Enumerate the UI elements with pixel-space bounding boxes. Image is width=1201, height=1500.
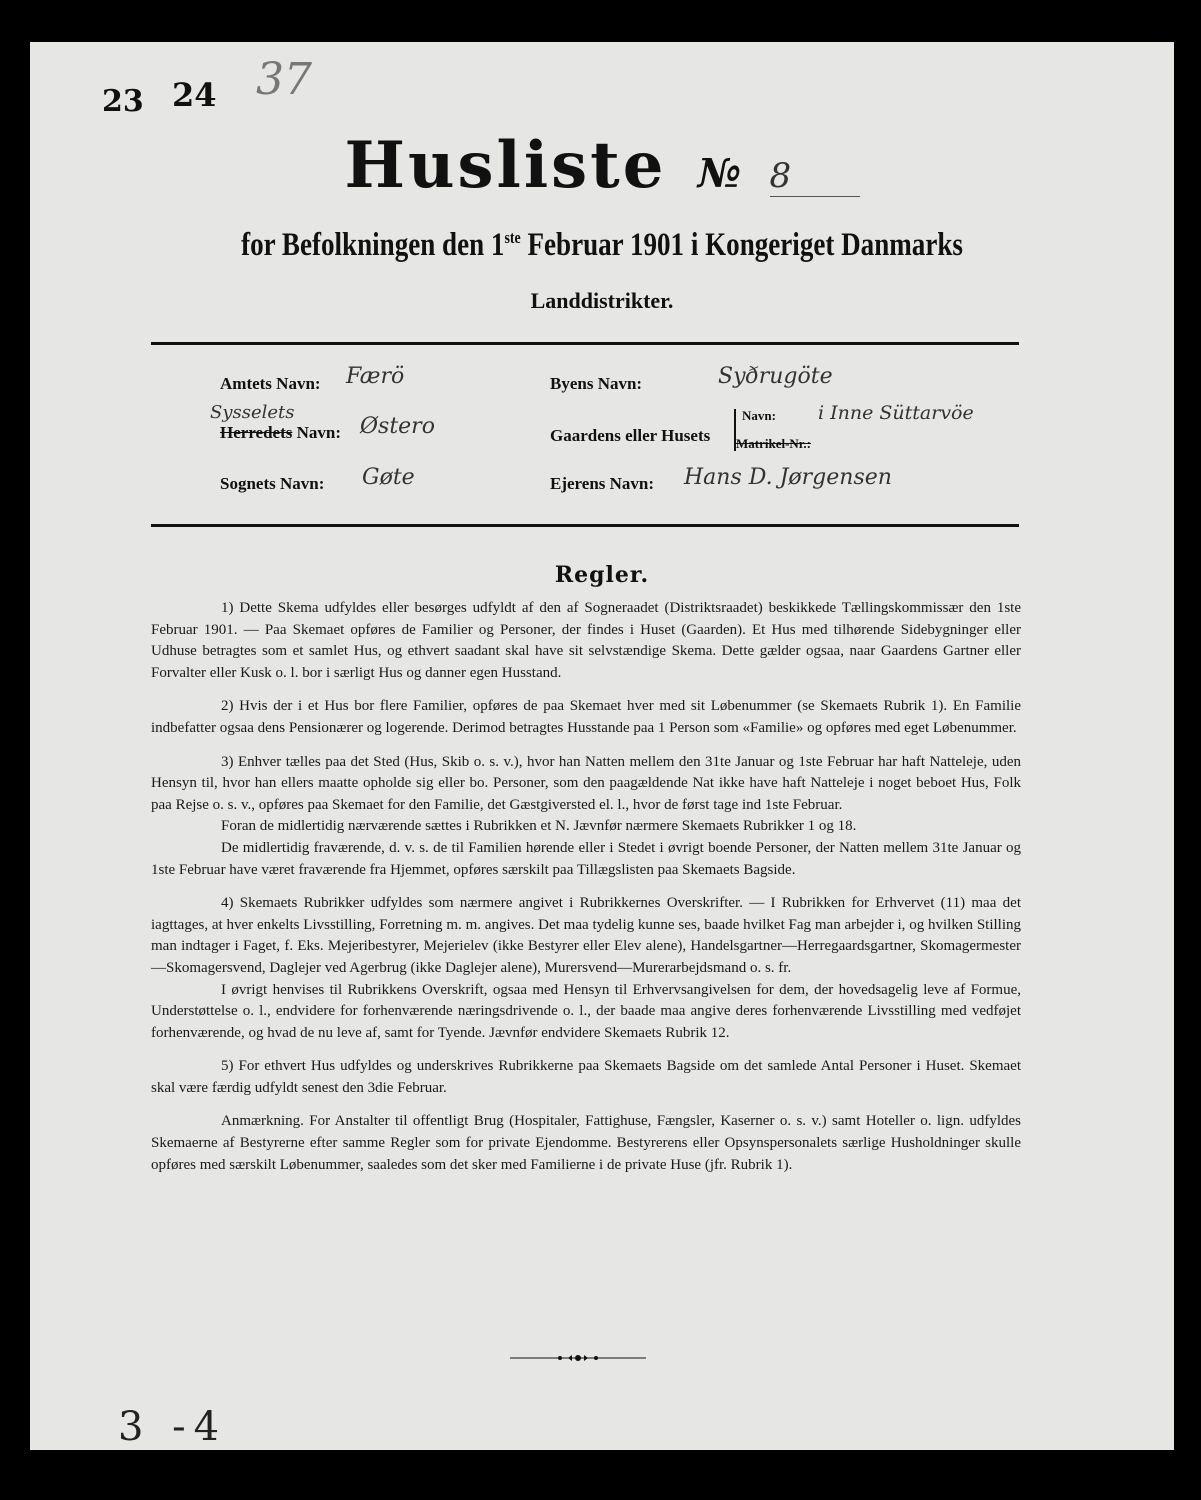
herred-label-struck: Herredets bbox=[220, 423, 293, 442]
ejer-value: Hans D. Jørgensen bbox=[684, 465, 892, 490]
stamp-number-23: 23 bbox=[102, 84, 144, 119]
rule-4-note: I øvrigt henvises til Rubrikkens Overskrift, ogsaa med Hensyn til Erhvervsangivelsen for dem, der hovedsagelig leve af Formue, Understøttelse o. l., endvidere for forhenværende næringsdrivende o. l., der baade maa angive deres forhenværende Livsstilling med vedføjet forhenværende, og hvad de nu leve af, samt for Tyende. Jævnfør endvidere Skemaets Rubrik 12. bbox=[151, 981, 1021, 1041]
bottom-handwritten-note: 3 -4 bbox=[118, 1404, 228, 1450]
sogn-value: Gøte bbox=[362, 465, 415, 490]
number-symbol: № bbox=[697, 150, 745, 197]
amt-label: Amtets Navn: bbox=[220, 374, 321, 393]
bottom-rule bbox=[151, 524, 1019, 527]
stamp-number-24: 24 bbox=[172, 76, 217, 114]
page-title bbox=[30, 128, 1174, 203]
by-label: Byens Navn: bbox=[550, 374, 643, 393]
subtitle-text: for Befolkningen den 1 bbox=[241, 227, 505, 263]
herred-value: Østero bbox=[360, 414, 435, 439]
rules-heading: Regler. bbox=[554, 562, 650, 588]
gaard-label: Gaardens eller Husets bbox=[550, 426, 711, 445]
census-form-page bbox=[30, 42, 1174, 1450]
rule-3-note-a: Foran de midlertidig nærværende sættes i Rubrikken et N. Jævnfør nærmere Skemaets Rubrikker 1 og 18. bbox=[221, 818, 857, 835]
handwritten-number-37: 37 bbox=[256, 54, 312, 105]
rules-text bbox=[151, 598, 1021, 1176]
rule-1: 1) Dette Skema udfyldes eller besørges udfyldt af den af Sogneraadet (Distriktsraadet) beskikkede Tællingskommissær den 1ste Februar 1901. — Paa Skemaet opføres de Familier og Personer, der findes i Huset (Gaarden). Et Hus med tilhørende Sidebygninger eller Udhuse betragtes som et samlet Hus, og ethvert saadant skal have sit selvstændige Skema. Dette gælder ogsaa, naar Gaardens Gartner eller Forvalter eller Kusk o. l. bor i særligt Hus og danner egen Husstand. bbox=[151, 600, 1021, 681]
amt-value: Færö bbox=[346, 364, 405, 389]
ejer-label: Ejerens Navn: bbox=[550, 474, 655, 493]
rule-3-note-b: De midlertidig fraværende, d. v. s. de til Familien hørende eller i Stedet i øvrigt boende Personer, der Natten mellem 31te Januar og 1ste Februar have været fraværende fra Hjemmet, opføres særskilt paa Tillægslisten paa Skemaets Bagside. bbox=[151, 839, 1021, 878]
subtitle bbox=[133, 227, 1071, 264]
herred-above-value: Sysselets bbox=[210, 402, 295, 423]
sogn-label: Sognets Navn: bbox=[220, 474, 325, 493]
herred-label bbox=[220, 423, 341, 443]
rule-4: 4) Skemaets Rubrikker udfyldes som nærmere angivet i Rubrikkernes Overskrifter. — I Rubrikken for Erhvervet (11) maa det iagttages, at hver enkelts Livsstilling, Forretning m. m. angives. Det maa tydelig kunne ses, baade hvilket Fag man arbejder i, og hvilken Stilling man indtager i Faget, f. Eks. Mejeribestyrer, Mejerielev (ikke Bestyrer eller Elev alene), Handelsgartner—Herregaardsgartner, Skomagermester—Skomagersvend, Daglejer ved Agerbrug (ikke Daglejer alene), Murersvend—Murerarbejdsmand o. s. fr. bbox=[151, 895, 1021, 976]
matrikel-label: Matrikel-Nr.: bbox=[736, 436, 811, 451]
subtitle-text-end: Februar 1901 i Kongeriget Danmarks bbox=[520, 227, 963, 263]
top-rule bbox=[151, 342, 1019, 345]
ornament-divider bbox=[510, 1348, 646, 1358]
house-number: 8 bbox=[770, 156, 860, 197]
rule-3: 3) Enhver tælles paa det Sted (Hus, Skib o. s. v.), hvor han Natten mellem den 31te Januar og 1ste Februar har haft Natteleje, uden Hensyn til, hvor han ellers maatte opholde sig eller bo. Personer, som den paagældende Nat ikke have haft Natteleje i noget beboet Hus, Folk paa Rejse o. s. v., opføres paa Skemaet for den Familie, det Gæstgiversted el. l., hvor de først tage ind 1ste Februar. bbox=[151, 753, 1021, 813]
rule-5: 5) For ethvert Hus udfyldes og underskrives Rubrikkerne paa Skemaets Bagside om det samlede Antal Personer i Huset. Skemaet skal være færdig udfyldt senest den 3die Februar. bbox=[151, 1058, 1021, 1096]
rule-2: 2) Hvis der i et Hus bor flere Familier, opføres de paa Skemaet hver med sit Løbenummer (se Skemaets Rubrik 1). En Familie indbefatter ogsaa dens Pensionærer og logerende. Derimod betragtes Husstande paa 1 Person som «Familie» og opføres med eget Løbenummer. bbox=[151, 698, 1021, 736]
title-text: Husliste bbox=[344, 128, 667, 203]
annotation-note: Anmærkning. For Anstalter til offentligt Brug (Hospitaler, Fattighuse, Fængsler, Kaserner o. s. v.) samt Hoteller o. lign. udfyldes Skemaerne af Bestyrerne efter samme Regler som for private Ejendomme. Bestyrerens eller Opsynspersonalets særlige Husholdninger skulle opføres med særskilt Løbenummer, saaledes som det sker med Familierne i de private Huse (jfr. Rubrik 1). bbox=[151, 1113, 1021, 1173]
navn-label: Navn: bbox=[742, 408, 776, 423]
subtitle-sup: ste bbox=[504, 228, 521, 247]
district-heading: Landdistrikter. bbox=[530, 288, 674, 313]
by-value: Syðrugöte bbox=[718, 364, 833, 389]
navn-value: i Inne Süttarvöe bbox=[818, 402, 974, 424]
herred-label-suffix: Navn: bbox=[296, 423, 342, 442]
